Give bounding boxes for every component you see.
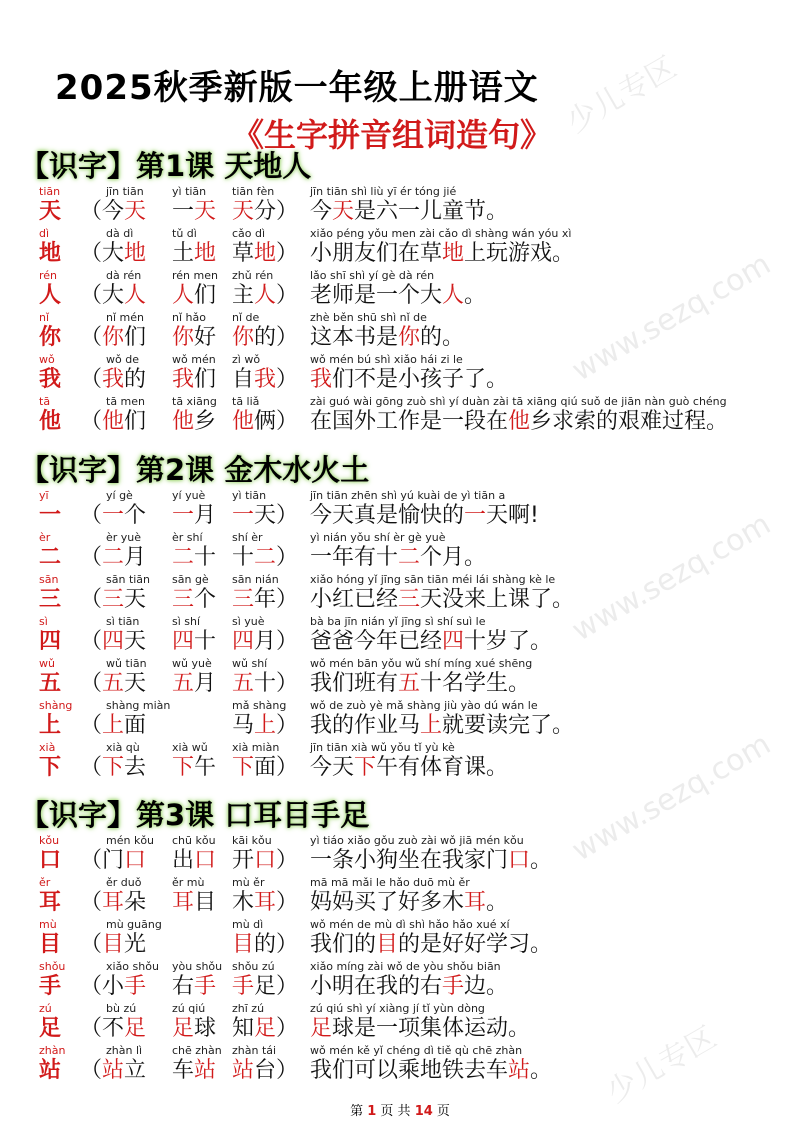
example-sentence: 今天下午有体育课。 [310, 755, 509, 780]
char-pinyin: nǐ [39, 311, 50, 324]
word-pinyin: zhī zú [232, 1002, 265, 1015]
word-pinyin: zú qiú [172, 1002, 206, 1015]
watermark-url: www.sezq.com [566, 506, 777, 649]
word-item: 草地） [232, 241, 299, 266]
highlighted-character: 下 [354, 755, 377, 780]
word-pinyin: zhǔ rén [232, 269, 274, 282]
sentence-pinyin: wǒ mén de mù dì shì hǎo hǎo xué xí [310, 918, 510, 931]
word-pinyin: zhàn lì [106, 1044, 143, 1057]
highlighted-character: 口 [124, 848, 147, 873]
sentence-pinyin: bà ba jīn nián yǐ jīng sì shí suì le [310, 615, 486, 628]
char-pinyin: sān [39, 573, 59, 586]
example-sentence: 在国外工作是一段在他乡求索的艰难过程。 [310, 409, 729, 434]
word-pinyin: èr shí [172, 531, 203, 544]
new-character: 你 [39, 325, 62, 350]
char-row [20, 1045, 780, 1087]
highlighted-character: 地 [194, 241, 217, 266]
new-character: 他 [39, 409, 62, 434]
word-item: 十二） [232, 545, 299, 570]
example-sentence: 我们的目的是好好学习。 [310, 932, 553, 957]
highlighted-character: 目 [232, 932, 255, 957]
highlighted-character: 站 [102, 1058, 125, 1083]
word-pinyin: tā xiāng [172, 395, 217, 408]
char-pinyin: èr [39, 531, 51, 544]
char-row [20, 532, 780, 574]
word-pinyin: tā liǎ [232, 395, 260, 408]
footer-total-pages: 14 [414, 1104, 433, 1119]
highlighted-character: 人 [172, 283, 195, 308]
char-pinyin: ěr [39, 876, 51, 889]
word-pinyin: zì wǒ [232, 353, 261, 366]
char-pinyin: tiān [39, 185, 61, 198]
char-pinyin: rén [39, 269, 58, 282]
highlighted-character: 天 [194, 199, 217, 224]
sentence-pinyin: wǒ mén bān yǒu wǔ shí míng xué shēng [310, 657, 533, 670]
lesson-heading: 【识字】第1课 天地人 [20, 149, 312, 183]
word-pinyin: ěr mù [172, 876, 205, 889]
word-item: 一月 [172, 503, 217, 528]
word-item: （小手 [80, 974, 147, 999]
highlighted-character: 手 [124, 974, 147, 999]
highlighted-character: 地 [124, 241, 147, 266]
word-item: 四十 [172, 629, 217, 654]
highlighted-character: 口 [508, 848, 531, 873]
highlighted-character: 上 [254, 713, 277, 738]
word-item: （二月 [80, 545, 147, 570]
word-pinyin: sì shí [172, 615, 201, 628]
char-pinyin: shǒu [39, 960, 66, 973]
sentence-pinyin: wǒ mén kě yǐ chéng dì tiě qù chē zhàn [310, 1044, 523, 1057]
watermark-url: www.sezq.com [566, 246, 777, 389]
word-item: 手足） [232, 974, 299, 999]
lesson-section [20, 795, 780, 1087]
word-item: （一个 [80, 503, 147, 528]
example-sentence: 这本书是你的。 [310, 325, 465, 350]
highlighted-character: 一 [102, 503, 125, 528]
highlighted-character: 我 [102, 367, 125, 392]
example-sentence: 小红已经三天没来上课了。 [310, 587, 575, 612]
word-pinyin: rén men [172, 269, 218, 282]
page-subtitle: 《生字拼音组词造句》 [232, 116, 553, 154]
word-item: （今天 [80, 199, 147, 224]
highlighted-character: 口 [254, 848, 277, 873]
highlighted-character: 口 [194, 848, 217, 873]
footer-suffix: 页 [436, 1104, 450, 1119]
highlighted-character: 天 [232, 199, 255, 224]
new-character: 一 [39, 503, 62, 528]
char-pinyin: yī [39, 489, 49, 502]
word-pinyin: sì tiān [106, 615, 140, 628]
word-pinyin: mǎ shàng [232, 699, 287, 712]
word-pinyin: xià miàn [232, 741, 280, 754]
word-item: 主人） [232, 283, 299, 308]
highlighted-character: 一 [172, 503, 195, 528]
word-item: 出口 [172, 848, 217, 873]
char-row [20, 312, 780, 354]
word-pinyin: wǒ mén [172, 353, 216, 366]
example-sentence: 今天真是愉快的一天啊! [310, 503, 539, 528]
word-pinyin: dà rén [106, 269, 142, 282]
highlighted-character: 二 [254, 545, 277, 570]
word-item: 他俩） [232, 409, 299, 434]
word-item: （我的 [80, 367, 147, 392]
word-item: （大人 [80, 283, 147, 308]
char-pinyin: dì [39, 227, 50, 240]
page-footer [0, 1100, 800, 1119]
highlighted-character: 天 [332, 199, 355, 224]
word-pinyin: chū kǒu [172, 834, 216, 847]
word-item: 人们 [172, 283, 217, 308]
highlighted-character: 下 [172, 755, 195, 780]
footer-prefix: 第 [350, 1104, 364, 1119]
word-item: （大地 [80, 241, 147, 266]
word-pinyin: tiān fèn [232, 185, 275, 198]
new-character: 五 [39, 671, 62, 696]
word-pinyin: shǒu zú [232, 960, 275, 973]
highlighted-character: 他 [508, 409, 531, 434]
new-character: 上 [39, 713, 62, 738]
example-sentence: 小明在我的右手边。 [310, 974, 509, 999]
highlighted-character: 人 [442, 283, 465, 308]
word-item: （目光 [80, 932, 147, 957]
word-pinyin: tā men [106, 395, 146, 408]
word-item: 土地 [172, 241, 217, 266]
word-pinyin: kāi kǒu [232, 834, 272, 847]
sentence-pinyin: wǒ de zuò yè mǎ shàng jiù yào dú wán le [310, 699, 538, 712]
word-item: （四天 [80, 629, 147, 654]
word-item: 他乡 [172, 409, 217, 434]
char-pinyin: shàng [39, 699, 73, 712]
highlighted-character: 他 [172, 409, 195, 434]
example-sentence: 一年有十二个月。 [310, 545, 487, 570]
char-pinyin: xià [39, 741, 56, 754]
new-character: 我 [39, 367, 62, 392]
word-item: 开口） [232, 848, 299, 873]
char-row [20, 228, 780, 270]
highlighted-character: 站 [508, 1058, 531, 1083]
example-sentence: 老师是一个大人。 [310, 283, 487, 308]
new-character: 手 [39, 974, 62, 999]
char-pinyin: zhàn [39, 1044, 66, 1057]
highlighted-character: 我 [254, 367, 277, 392]
highlighted-character: 人 [124, 283, 147, 308]
highlighted-character: 一 [464, 503, 487, 528]
highlighted-character: 二 [398, 545, 421, 570]
word-item: （耳朵 [80, 890, 147, 915]
example-sentence: 我们班有五十名学生。 [310, 671, 531, 696]
highlighted-character: 五 [232, 671, 255, 696]
example-sentence: 我的作业马上就要读完了。 [310, 713, 575, 738]
highlighted-character: 三 [172, 587, 195, 612]
word-item: 木耳） [232, 890, 299, 915]
char-pinyin: mù [39, 918, 57, 931]
highlighted-character: 他 [102, 409, 125, 434]
word-item: 一天 [172, 199, 217, 224]
highlighted-character: 下 [232, 755, 255, 780]
word-item: 耳目 [172, 890, 217, 915]
highlighted-character: 目 [376, 932, 399, 957]
highlighted-character: 耳 [254, 890, 277, 915]
highlighted-character: 地 [442, 241, 465, 266]
highlighted-character: 站 [194, 1058, 217, 1083]
char-pinyin: tā [39, 395, 51, 408]
lesson-section [20, 450, 780, 784]
sentence-pinyin: yì nián yǒu shí èr gè yuè [310, 531, 446, 544]
word-item: 足球 [172, 1016, 217, 1041]
word-item: 我们 [172, 367, 217, 392]
word-item: 五月 [172, 671, 217, 696]
highlighted-character: 二 [172, 545, 195, 570]
char-row [20, 742, 780, 784]
char-row [20, 186, 780, 228]
highlighted-character: 我 [310, 367, 333, 392]
word-item: 下面） [232, 755, 299, 780]
word-pinyin: sān gè [172, 573, 209, 586]
word-pinyin: shàng miàn [106, 699, 171, 712]
word-pinyin: chē zhàn [172, 1044, 222, 1057]
highlighted-character: 上 [102, 713, 125, 738]
word-pinyin: ěr duǒ [106, 876, 142, 889]
word-item: 知足） [232, 1016, 299, 1041]
highlighted-character: 人 [254, 283, 277, 308]
highlighted-character: 二 [102, 545, 125, 570]
char-row [20, 1003, 780, 1045]
example-sentence: 今天是六一儿童节。 [310, 199, 509, 224]
word-item: （上面 [80, 713, 147, 738]
char-pinyin: sì [39, 615, 48, 628]
word-pinyin: xià wǔ [172, 741, 208, 754]
word-item: 天分） [232, 199, 299, 224]
word-item: （三天 [80, 587, 147, 612]
word-item: 目的） [232, 932, 299, 957]
highlighted-character: 手 [442, 974, 465, 999]
page-title: 2025秋季新版一年级上册语文 [55, 68, 539, 108]
word-pinyin: xià qù [106, 741, 140, 754]
char-row [20, 354, 780, 396]
sentence-pinyin: xiǎo míng zài wǒ de yòu shǒu biān [310, 960, 501, 973]
char-pinyin: zú [39, 1002, 52, 1015]
example-sentence: 妈妈买了好多木耳。 [310, 890, 509, 915]
word-pinyin: yòu shǒu [172, 960, 223, 973]
word-item: （他们 [80, 409, 147, 434]
highlighted-character: 足 [172, 1016, 195, 1041]
word-pinyin: mù guāng [106, 918, 162, 931]
word-pinyin: yí yuè [172, 489, 206, 502]
highlighted-character: 我 [172, 367, 195, 392]
new-character: 人 [39, 283, 62, 308]
highlighted-character: 四 [102, 629, 125, 654]
word-pinyin: dà dì [106, 227, 134, 240]
char-pinyin: kǒu [39, 834, 60, 847]
example-sentence: 爸爸今年已经四十岁了。 [310, 629, 553, 654]
word-item: 四月） [232, 629, 299, 654]
example-sentence: 我们不是小孩子了。 [310, 367, 509, 392]
word-pinyin: jīn tiān [106, 185, 144, 198]
highlighted-character: 三 [398, 587, 421, 612]
sentence-pinyin: wǒ mén bú shì xiǎo hái zi le [310, 353, 463, 366]
highlighted-character: 你 [172, 325, 195, 350]
example-sentence: 一条小狗坐在我家门口。 [310, 848, 553, 873]
watermark-text: 少儿专区 [561, 49, 683, 141]
highlighted-character: 地 [254, 241, 277, 266]
word-pinyin: wǔ yuè [172, 657, 212, 670]
new-character: 足 [39, 1016, 62, 1041]
sentence-pinyin: zài guó wài gōng zuò shì yí duàn zài tā xiāng qiú suǒ de jiān nàn guò chéng [310, 395, 727, 408]
highlighted-character: 五 [102, 671, 125, 696]
word-pinyin: tǔ dì [172, 227, 197, 240]
highlighted-character: 上 [420, 713, 443, 738]
word-item: 你好 [172, 325, 217, 350]
char-row [20, 700, 780, 742]
word-pinyin: nǐ de [232, 311, 260, 324]
word-pinyin: sān nián [232, 573, 279, 586]
sentence-pinyin: xiǎo péng yǒu men zài cǎo dì shàng wán yóu xì [310, 227, 572, 240]
word-item: 你的） [232, 325, 299, 350]
new-character: 下 [39, 755, 62, 780]
highlighted-character: 你 [102, 325, 125, 350]
word-item: （门口 [80, 848, 147, 873]
new-character: 口 [39, 848, 62, 873]
word-item: 一天） [232, 503, 299, 528]
word-pinyin: sān tiān [106, 573, 151, 586]
word-item: （五天 [80, 671, 147, 696]
word-item: 三年） [232, 587, 299, 612]
lesson-section [20, 146, 780, 438]
word-pinyin: yí gè [106, 489, 133, 502]
highlighted-character: 五 [172, 671, 195, 696]
word-pinyin: sì yuè [232, 615, 265, 628]
word-pinyin: nǐ hǎo [172, 311, 206, 324]
word-item: （下去 [80, 755, 147, 780]
highlighted-character: 他 [232, 409, 255, 434]
sentence-pinyin: jīn tiān zhēn shì yú kuài de yì tiān a [310, 489, 506, 502]
word-item: 二十 [172, 545, 217, 570]
highlighted-character: 手 [232, 974, 255, 999]
word-pinyin: mù ěr [232, 876, 265, 889]
char-row [20, 490, 780, 532]
word-item: 下午 [172, 755, 217, 780]
highlighted-character: 三 [232, 587, 255, 612]
word-pinyin: zhàn tái [232, 1044, 277, 1057]
sentence-pinyin: mā mā mǎi le hǎo duō mù ěr [310, 876, 470, 889]
char-row [20, 961, 780, 1003]
sentence-pinyin: zhè běn shū shì nǐ de [310, 311, 427, 324]
char-pinyin: wǒ [39, 353, 55, 366]
char-row [20, 574, 780, 616]
word-pinyin: mù dì [232, 918, 264, 931]
word-pinyin: shí èr [232, 531, 263, 544]
highlighted-character: 足 [124, 1016, 147, 1041]
word-item: 自我） [232, 367, 299, 392]
highlighted-character: 你 [398, 325, 421, 350]
lesson-heading: 【识字】第3课 口耳目手足 [20, 798, 370, 832]
word-item: 右手 [172, 974, 217, 999]
new-character: 目 [39, 932, 62, 957]
sentence-pinyin: lǎo shī shì yí gè dà rén [310, 269, 435, 282]
highlighted-character: 三 [102, 587, 125, 612]
word-pinyin: èr yuè [106, 531, 142, 544]
word-item: （你们 [80, 325, 147, 350]
word-pinyin: wǔ shí [232, 657, 268, 670]
char-row [20, 616, 780, 658]
new-character: 耳 [39, 890, 62, 915]
highlighted-character: 你 [232, 325, 255, 350]
highlighted-character: 天 [124, 199, 147, 224]
char-row [20, 658, 780, 700]
sentence-pinyin: jīn tiān shì liù yī ér tóng jié [310, 185, 457, 198]
word-pinyin: xiǎo shǒu [106, 960, 159, 973]
char-row [20, 835, 780, 877]
char-row [20, 396, 780, 438]
sentence-pinyin: zú qiú shì yí xiàng jí tǐ yùn dòng [310, 1002, 485, 1015]
sentence-pinyin: xiǎo hóng yǐ jīng sān tiān méi lái shàng kè le [310, 573, 556, 586]
word-pinyin: bù zú [106, 1002, 137, 1015]
example-sentence: 我们可以乘地铁去车站。 [310, 1058, 553, 1083]
highlighted-character: 目 [102, 932, 125, 957]
highlighted-character: 耳 [102, 890, 125, 915]
highlighted-character: 五 [398, 671, 421, 696]
word-item: 五十） [232, 671, 299, 696]
word-pinyin: cǎo dì [232, 227, 266, 240]
highlighted-character: 四 [442, 629, 465, 654]
word-pinyin: yì tiān [232, 489, 267, 502]
new-character: 三 [39, 587, 62, 612]
word-item: 马上） [232, 713, 299, 738]
word-item: （站立 [80, 1058, 147, 1083]
footer-page-number: 1 [367, 1104, 377, 1119]
new-character: 二 [39, 545, 62, 570]
highlighted-character: 四 [232, 629, 255, 654]
word-item: 三个 [172, 587, 217, 612]
watermark-url: www.sezq.com [566, 726, 777, 869]
word-pinyin: yì tiān [172, 185, 207, 198]
word-pinyin: wǒ de [106, 353, 139, 366]
new-character: 站 [39, 1058, 62, 1083]
lesson-heading: 【识字】第2课 金木水火土 [20, 453, 370, 487]
highlighted-character: 站 [232, 1058, 255, 1083]
new-character: 四 [39, 629, 62, 654]
word-item: 车站 [172, 1058, 217, 1083]
word-pinyin: nǐ mén [106, 311, 144, 324]
sentence-pinyin: yì tiáo xiǎo gǒu zuò zài wǒ jiā mén kǒu [310, 834, 524, 847]
highlighted-character: 一 [232, 503, 255, 528]
char-row [20, 877, 780, 919]
new-character: 地 [39, 241, 62, 266]
char-pinyin: wǔ [39, 657, 55, 670]
highlighted-character: 足 [254, 1016, 277, 1041]
char-row [20, 270, 780, 312]
example-sentence: 足球是一项集体运动。 [310, 1016, 531, 1041]
watermark-text: 少儿专区 [601, 1019, 723, 1111]
highlighted-character: 耳 [172, 890, 195, 915]
example-sentence: 小朋友们在草地上玩游戏。 [310, 241, 575, 266]
word-item: （不足 [80, 1016, 147, 1041]
word-pinyin: wǔ tiān [106, 657, 147, 670]
highlighted-character: 下 [102, 755, 125, 780]
char-row [20, 919, 780, 961]
highlighted-character: 耳 [464, 890, 487, 915]
highlighted-character: 手 [194, 974, 217, 999]
word-item: 站台） [232, 1058, 299, 1083]
sentence-pinyin: jīn tiān xià wǔ yǒu tǐ yù kè [310, 741, 455, 754]
highlighted-character: 四 [172, 629, 195, 654]
footer-middle: 页 共 [380, 1104, 411, 1119]
new-character: 天 [39, 199, 62, 224]
word-pinyin: mén kǒu [106, 834, 155, 847]
highlighted-character: 足 [310, 1016, 333, 1041]
